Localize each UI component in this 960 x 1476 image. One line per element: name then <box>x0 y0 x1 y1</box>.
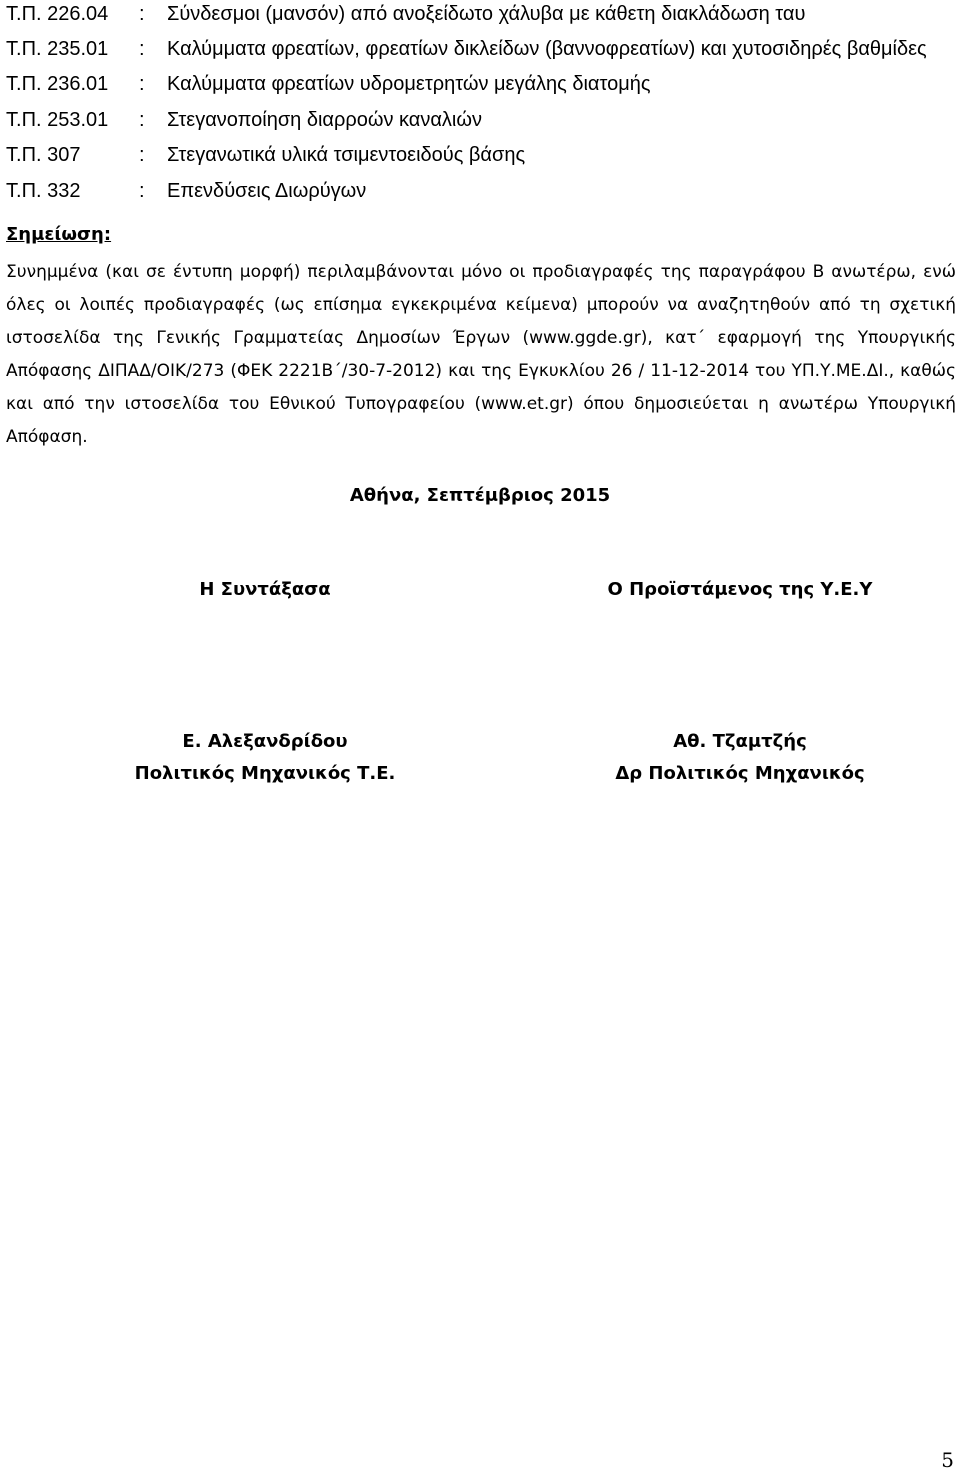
spec-separator: : <box>139 109 145 131</box>
spec-separator: : <box>139 73 145 95</box>
signature-left-name: Ε. Αλεξανδρίδου <box>182 731 348 752</box>
date-line: Αθήνα, Σεπτέμβριος 2015 <box>349 485 611 506</box>
spec-description: Καλύμματα φρεατίων, φρεατίων δικλείδων (βαννοφρεατίων) και χυτοσιδηρές βαθμίδες <box>167 38 927 60</box>
spec-description: Στεγανοποίηση διαρροών καναλιών <box>167 109 482 131</box>
spec-description: Σύνδεσμοι (μανσόν) από ανοξείδωτο χάλυβα με κάθετη διακλάδωση ταυ <box>167 3 806 25</box>
page-number: 5 <box>941 1448 954 1472</box>
spec-separator: : <box>139 38 145 60</box>
spec-separator: : <box>139 3 145 25</box>
signature-left-role: Η Συντάξασα <box>199 579 331 600</box>
spec-code: Τ.Π. 226.04 <box>6 3 109 25</box>
spec-code: Τ.Π. 236.01 <box>6 73 109 95</box>
note-body: Συνημμένα (και σε έντυπη μορφή) περιλαμβάνονται μόνο οι προδιαγραφές της παραγράφου Β ανωτέρω, ενώ όλες οι λοιπές προδιαγραφές (ως επίσημα εγκεκριμένα κείμενα) μπορούν να αναζητηθούν από τη σχετική ιστοσελίδα της Γενικής Γραμματείας Δημοσίων Έργων (www.ggde.gr), κατ΄ εφαρμογή της Υπουργικής Απόφασης ΔΙΠΑΔ/ΟΙΚ/273 (ΦΕΚ 2221Β΄/30-7-2012) και της Εγκυκλίου 26 / 11-12-2014 του ΥΠ.Υ.ΜΕ.ΔΙ., καθώς και από την ιστοσελίδα του Εθνικού Τυπογραφείου (www.et.gr) όπου δημοσιεύεται η ανωτέρω Υπουργική Απόφαση. <box>6 262 956 447</box>
signature-right-role: Ο Προϊστάμενος της Υ.Ε.Υ <box>607 579 873 600</box>
spec-separator: : <box>139 144 145 166</box>
note-heading: Σημείωση: <box>6 224 112 245</box>
spec-code: Τ.Π. 253.01 <box>6 109 109 131</box>
spec-code: Τ.Π. 235.01 <box>6 38 109 60</box>
spec-description: Επενδύσεις Διωρύγων <box>167 180 367 202</box>
signature-right-name: Αθ. Τζαμτζής <box>673 731 807 752</box>
spec-code: Τ.Π. 332 <box>6 180 81 202</box>
spec-description: Καλύμματα φρεατίων υδρομετρητών μεγάλης διατομής <box>167 73 651 95</box>
spec-code: Τ.Π. 307 <box>6 144 81 166</box>
spec-description: Στεγανωτικά υλικά τσιμεντοειδούς βάσης <box>167 144 526 166</box>
spec-separator: : <box>139 180 145 202</box>
signature-left-title: Πολιτικός Μηχανικός Τ.Ε. <box>134 763 396 784</box>
signature-right-title: Δρ Πολιτικός Μηχανικός <box>615 763 865 784</box>
